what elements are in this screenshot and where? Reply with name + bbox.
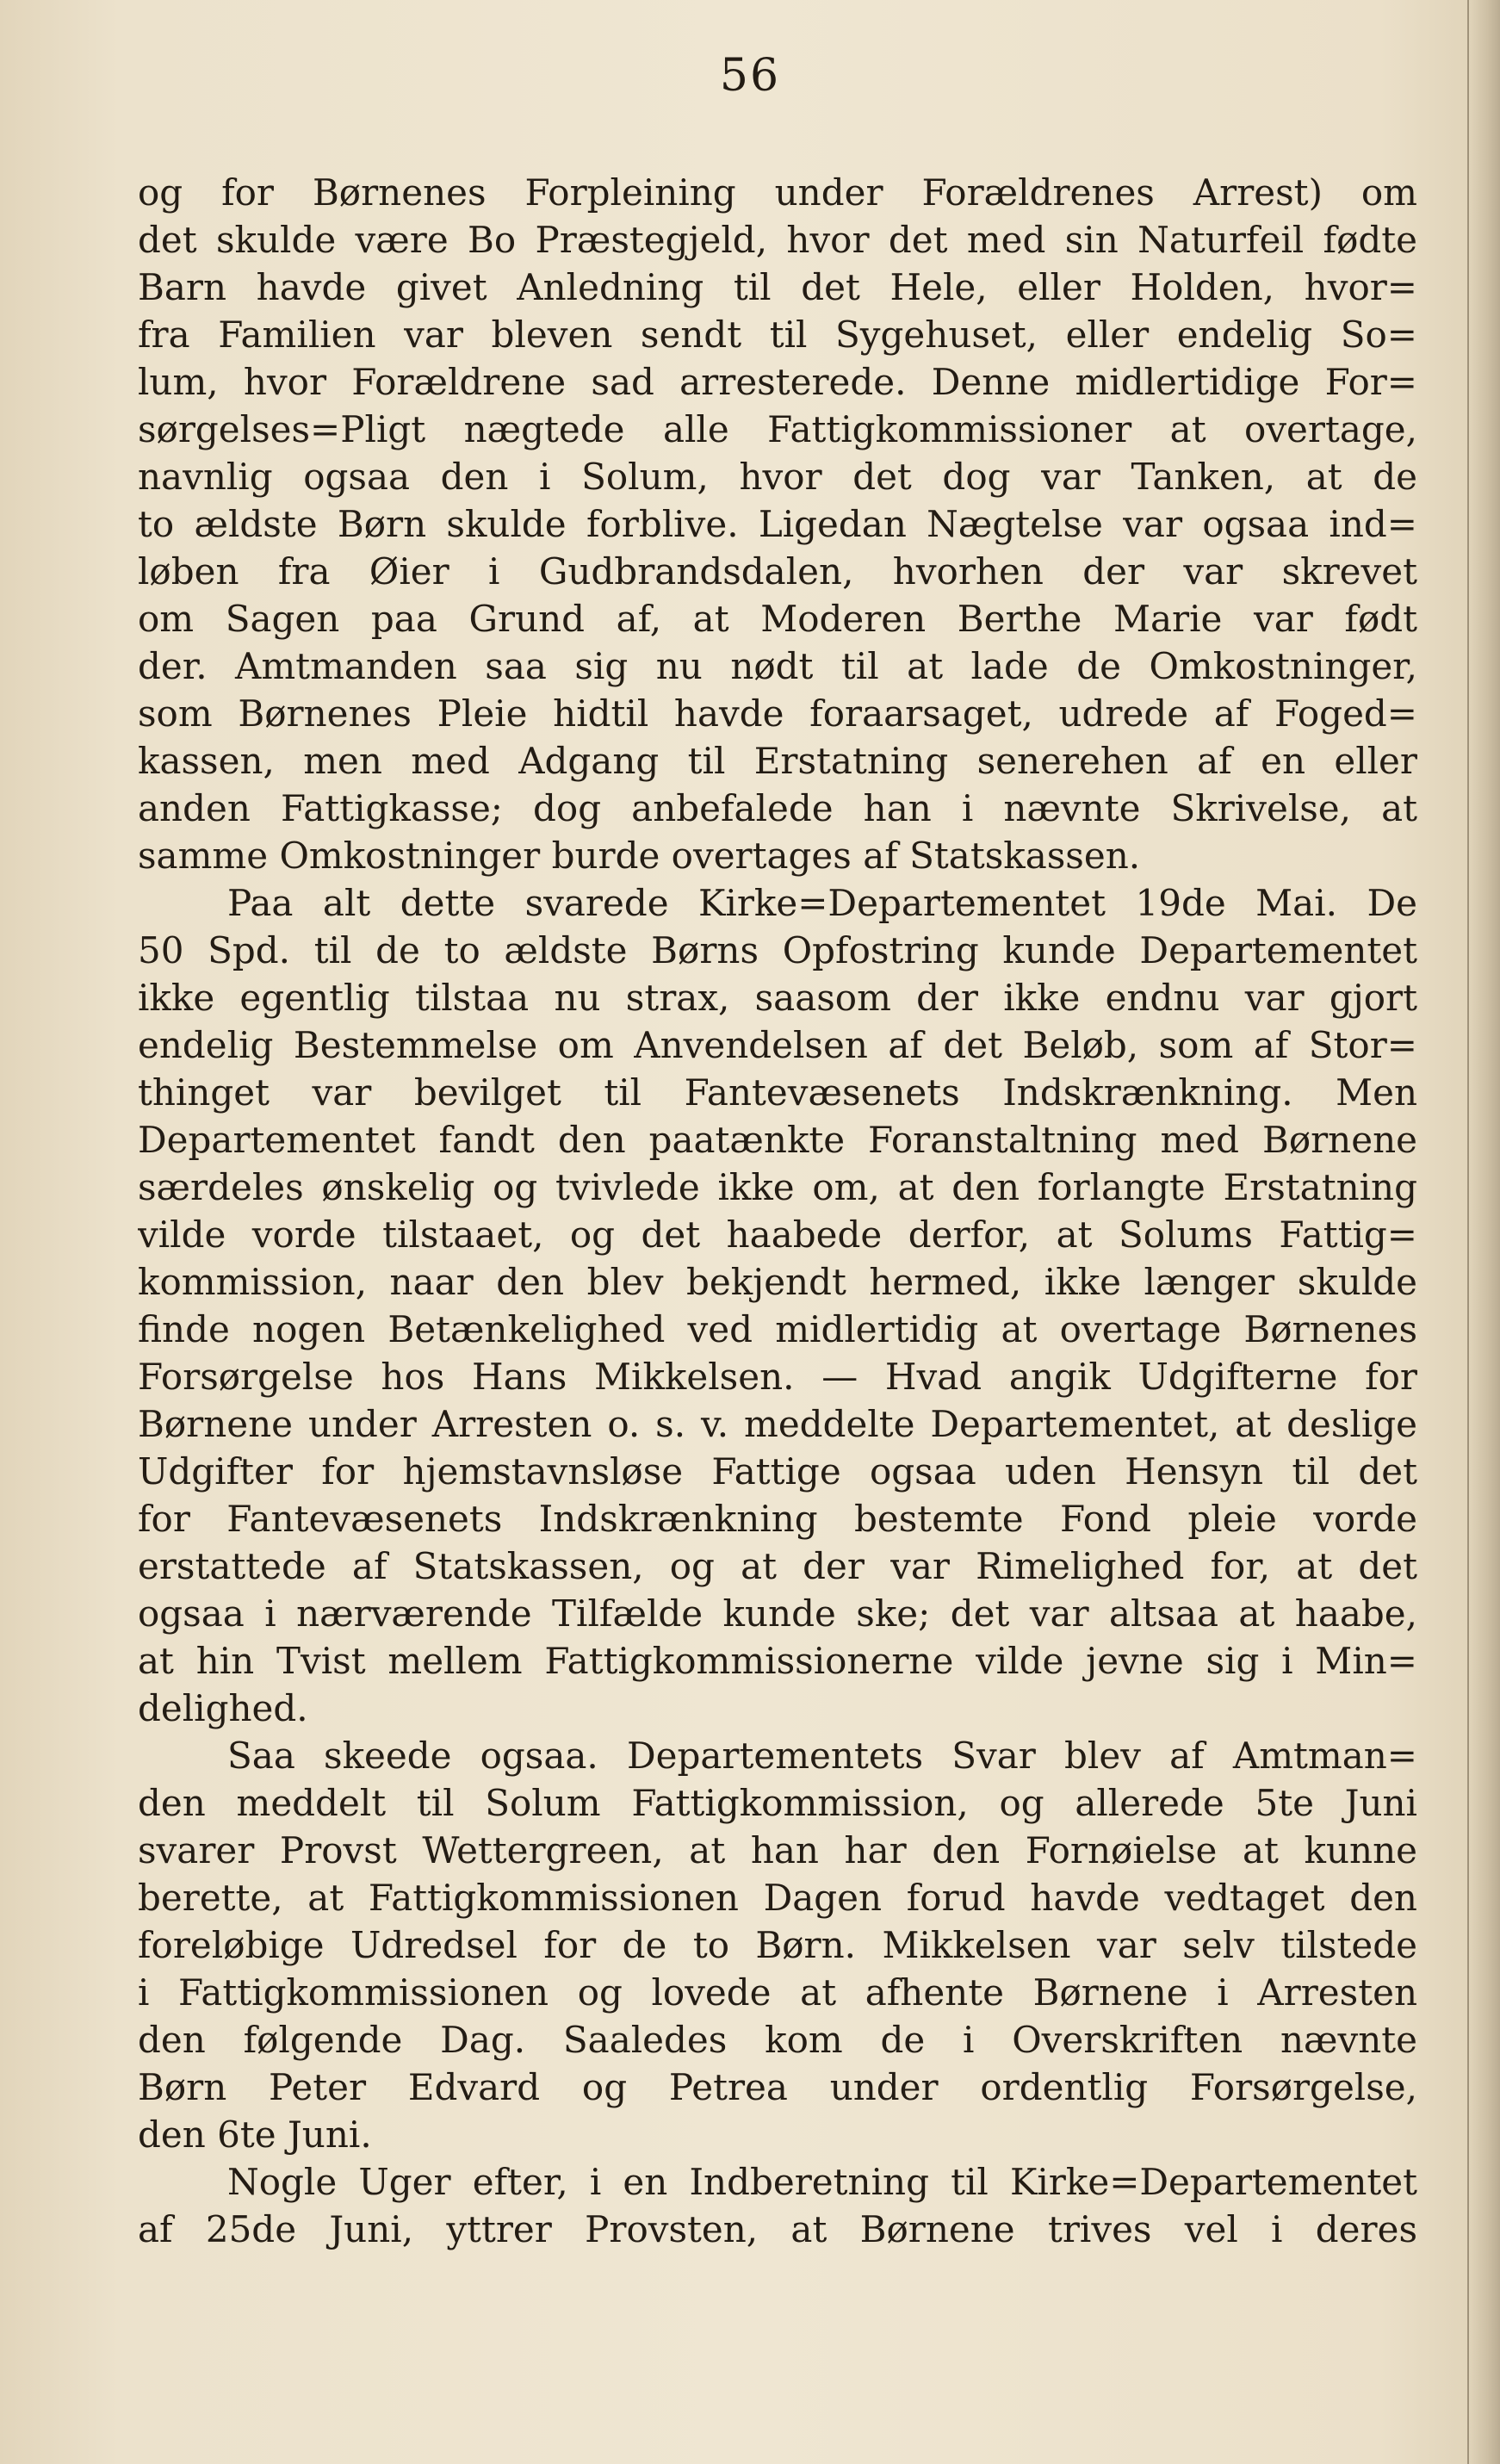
- text-line: Barn havde givet Anledning til det Hele, eller Holden, hvor=: [138, 266, 1417, 308]
- text-line: lum, hvor Forældrene sad arresterede. Denne midlertidige For=: [138, 361, 1417, 403]
- text-line: og for Børnenes Forpleining under Forældrenes Arrest) om: [138, 171, 1417, 214]
- text-line: i Fattigkommissionen og lovede at afhente Børnene i Arresten: [138, 1971, 1417, 2014]
- text-line: den meddelt til Solum Fattigkommission, og allerede 5te Juni: [138, 1782, 1417, 1824]
- page-binding-edge: [1467, 0, 1500, 2464]
- text-line: for Fantevæsenets Indskrænkning bestemte Fond pleie vorde: [138, 1498, 1417, 1540]
- text-line: kommission, naar den blev bekjendt hermed, ikke længer skulde: [138, 1261, 1417, 1303]
- text-line: den 6te Juni.: [138, 2113, 372, 2156]
- text-line: Paa alt dette svarede Kirke=Departementet 19de Mai. De: [227, 882, 1417, 924]
- text-line: finde nogen Betænkelighed ved midlertidig at overtage Børnenes: [138, 1308, 1417, 1350]
- text-line: af 25de Juni, yttrer Provsten, at Børnene trives vel i deres: [138, 2208, 1417, 2250]
- text-line: vilde vorde tilstaaet, og det haabede derfor, at Solums Fattig=: [138, 1213, 1417, 1256]
- body-text: [138, 169, 1417, 2253]
- text-line: ikke egentlig tilstaa nu strax, saasom der ikke endnu var gjort: [138, 977, 1417, 1019]
- text-line: Departementet fandt den paatænkte Foranstaltning med Børnene: [138, 1119, 1417, 1161]
- text-line: Udgifter for hjemstavnsløse Fattige ogsaa uden Hensyn til det: [138, 1450, 1417, 1493]
- page-number: 56: [719, 50, 781, 102]
- text-line: den følgende Dag. Saaledes kom de i Overskriften nævnte: [138, 2019, 1417, 2061]
- text-line: samme Omkostninger burde overtages af Statskassen.: [138, 835, 1141, 877]
- text-line: berette, at Fattigkommissionen Dagen forud havde vedtaget den: [138, 1877, 1417, 1919]
- text-line: svarer Provst Wettergreen, at han har den Fornøielse at kunne: [138, 1829, 1417, 1871]
- text-line: Børn Peter Edvard og Petrea under ordentlig Forsørgelse,: [138, 2066, 1417, 2108]
- text-line: erstattede af Statskassen, og at der var Rimelighed for, at det: [138, 1545, 1417, 1587]
- text-line: der. Amtmanden saa sig nu nødt til at lade de Omkostninger,: [138, 645, 1417, 687]
- text-line: det skulde være Bo Præstegjeld, hvor det med sin Naturfeil fødte: [138, 219, 1417, 261]
- text-line: som Børnenes Pleie hidtil havde foraarsaget, udrede af Foged=: [138, 692, 1417, 735]
- text-line: løben fra Øier i Gudbrandsdalen, hvorhen der var skrevet: [138, 550, 1417, 593]
- text-line: om Sagen paa Grund af, at Moderen Berthe Marie var født: [138, 598, 1417, 640]
- text-line: Saa skeede ogsaa. Departementets Svar blev af Amtman=: [227, 1735, 1417, 1777]
- text-line: endelig Bestemmelse om Anvendelsen af det Beløb, som af Stor=: [138, 1024, 1417, 1066]
- text-line: delighed.: [138, 1687, 308, 1729]
- text-line: navnlig ogsaa den i Solum, hvor det dog var Tanken, at de: [138, 456, 1417, 498]
- text-line: thinget var bevilget til Fantevæsenets Indskrænkning. Men: [138, 1071, 1417, 1114]
- text-line: ogsaa i nærværende Tilfælde kunde ske; det var altsaa at haabe,: [138, 1592, 1417, 1635]
- text-line: 50 Spd. til de to ældste Børns Opfostring kunde Departementet: [138, 929, 1417, 971]
- text-line: fra Familien var bleven sendt til Sygehuset, eller endelig So=: [138, 313, 1417, 356]
- text-line: Forsørgelse hos Hans Mikkelsen. — Hvad angik Udgifterne for: [138, 1356, 1417, 1398]
- text-line: sørgelses=Pligt nægtede alle Fattigkommissioner at overtage,: [138, 408, 1417, 450]
- text-line: Nogle Uger efter, i en Indberetning til Kirke=Departementet: [227, 2161, 1417, 2203]
- text-line: kassen, men med Adgang til Erstatning senerehen af en eller: [138, 740, 1417, 782]
- text-line: foreløbige Udredsel for de to Børn. Mikkelsen var selv tilstede: [138, 1924, 1417, 1966]
- text-line: at hin Tvist mellem Fattigkommissionerne vilde jevne sig i Min=: [138, 1640, 1417, 1682]
- text-line: Børnene under Arresten o. s. v. meddelte Departementet, at deslige: [138, 1403, 1417, 1445]
- text-line: særdeles ønskelig og tvivlede ikke om, at den forlangte Erstatning: [138, 1166, 1417, 1208]
- text-line: anden Fattigkasse; dog anbefalede han i nævnte Skrivelse, at: [138, 787, 1417, 829]
- text-line: to ældste Børn skulde forblive. Ligedan Nægtelse var ogsaa ind=: [138, 503, 1417, 545]
